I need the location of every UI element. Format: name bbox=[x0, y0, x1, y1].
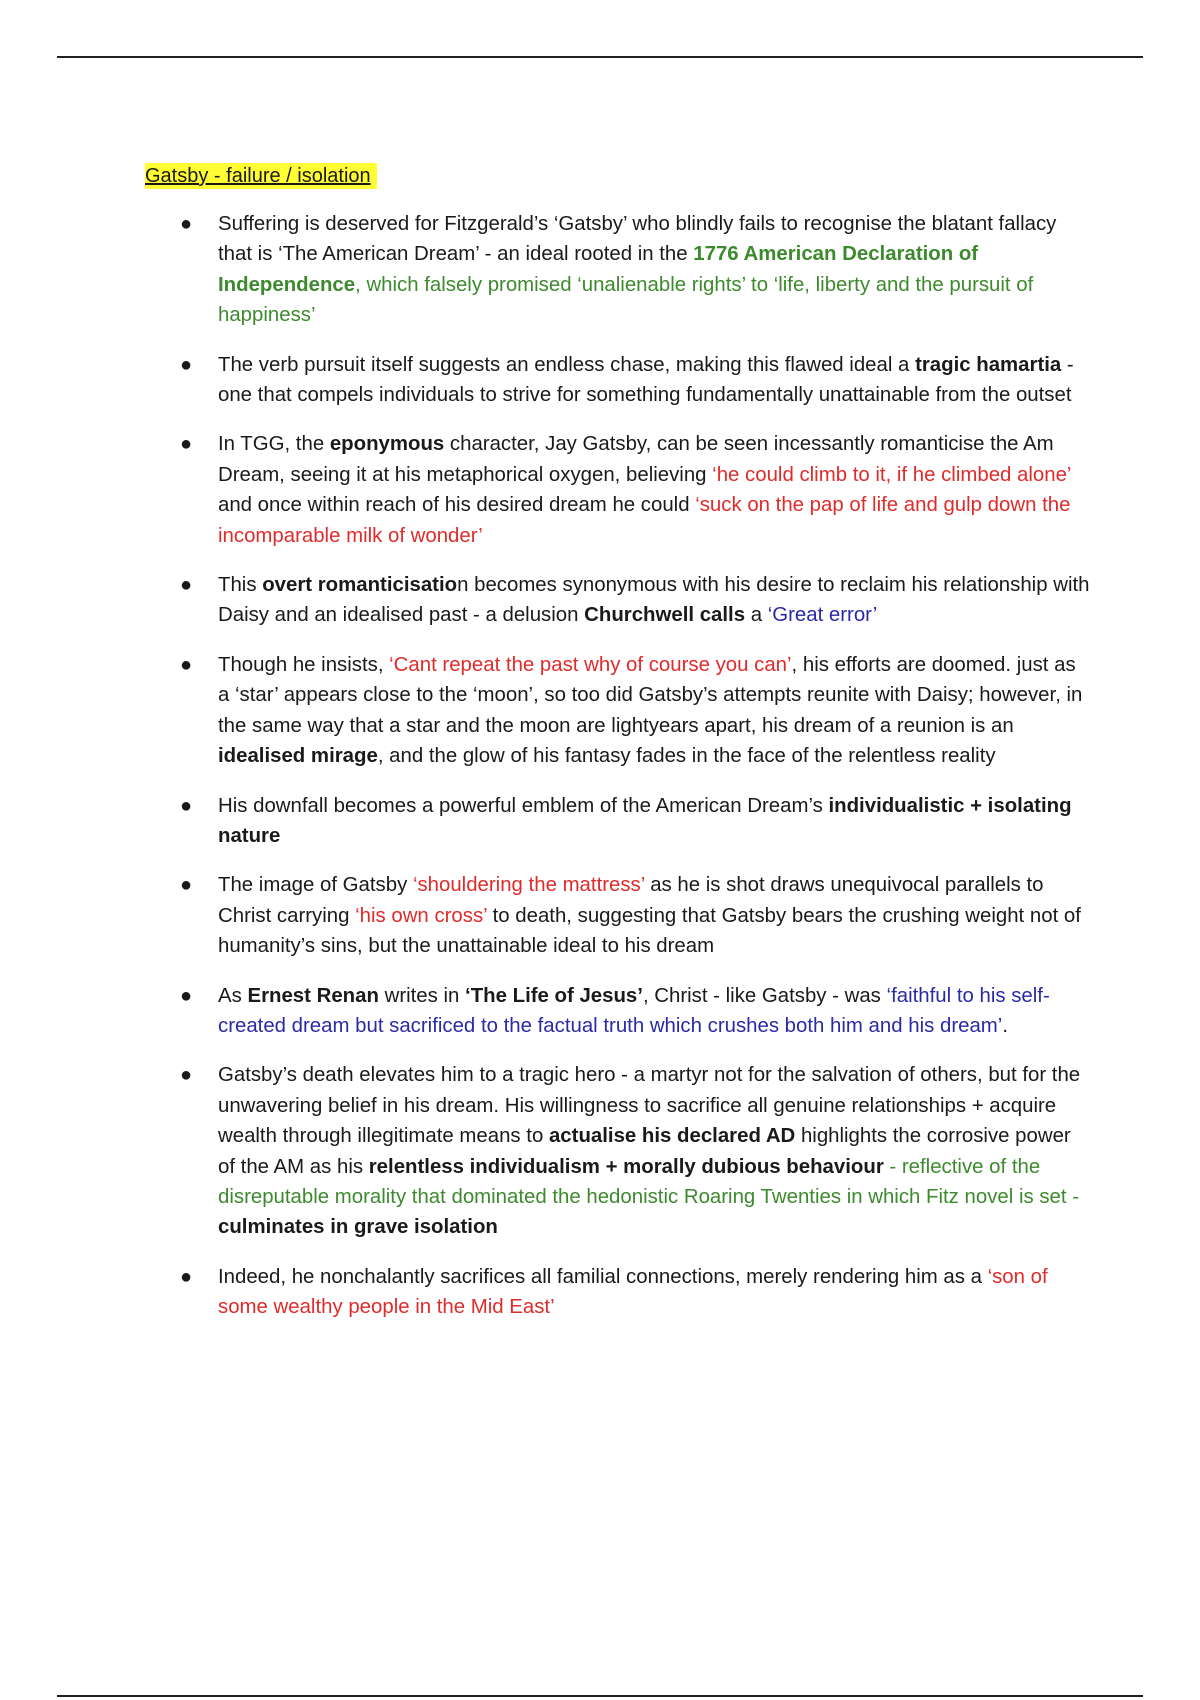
bullet-icon: ● bbox=[180, 653, 193, 676]
text-segment: - reflective of the disreputable morality that dominated the hedonistic Roaring Twenties in which Fitz novel is set - bbox=[218, 1155, 1079, 1208]
text-segment: Churchwell calls bbox=[584, 604, 746, 627]
text-segment: ‘Great error’ bbox=[767, 604, 878, 627]
text-segment: The image of Gatsby bbox=[218, 874, 413, 897]
text-segment: a bbox=[745, 604, 768, 627]
bullet-icon: ● bbox=[180, 1064, 193, 1087]
top-rule bbox=[57, 56, 1143, 58]
text-segment: The verb pursuit itself suggests an endless chase, making this flawed ideal a bbox=[218, 353, 916, 376]
text-segment: ‘faithful to his self-created dream but sacrificed to the factual truth which crushes both him and his dream’ bbox=[218, 984, 1050, 1037]
text-segment: , Christ - like Gatsby - was bbox=[642, 984, 887, 1007]
text-segment: As bbox=[218, 984, 248, 1007]
bullet-icon: ● bbox=[180, 794, 193, 817]
bullet-point bbox=[180, 350, 1090, 411]
text-segment: ‘The Life of Jesus’ bbox=[465, 984, 643, 1007]
bullet-point bbox=[180, 650, 1090, 772]
bullet-point bbox=[180, 1060, 1090, 1242]
text-segment: highlights the corrosive power of the AM as his bbox=[218, 1125, 1071, 1178]
text-segment: ‘he could climb to it, if he climbed alone’ bbox=[712, 463, 1071, 486]
bullet-point bbox=[180, 1262, 1090, 1323]
bullet-icon: ● bbox=[180, 213, 193, 235]
text-segment: as he is shot draws unequivocal parallels to Christ carrying bbox=[218, 874, 1044, 927]
text-segment: Though he insists, bbox=[218, 653, 390, 676]
bullet-point bbox=[180, 429, 1090, 551]
bullet-icon: ● bbox=[180, 433, 193, 456]
text-segment: character, Jay Gatsby, can be seen incessantly romanticise the Am Dream, seeing it at his metaphorical oxygen, believing bbox=[218, 433, 1054, 486]
text-segment: to death, suggesting that Gatsby bears the crushing weight not of humanity’s sins, but the unattainable ideal to his dream bbox=[218, 904, 1081, 958]
bullet-icon: ● bbox=[180, 353, 193, 376]
text-segment: His downfall becomes a powerful emblem of the American Dream’s bbox=[218, 794, 829, 817]
bullet-point bbox=[180, 870, 1090, 961]
notes-list bbox=[180, 209, 1090, 1342]
text-segment: n becomes synonymous with his desire to reclaim his relationship with Daisy and an idealised past - a delusion bbox=[218, 574, 1090, 627]
text-segment: This bbox=[218, 574, 263, 597]
text-segment: Suffering is deserved for Fitzgerald’s ‘Gatsby’ who blindly fails to recognise the blatant fallacy that is ‘The American Dream’ - an ideal rooted in the bbox=[218, 213, 1057, 266]
text-segment: ‘suck on the pap of life and gulp down the incomparable milk of wonder’ bbox=[218, 494, 1071, 547]
text-segment: relentless individualism + morally dubious behaviour bbox=[368, 1155, 884, 1178]
bullet-icon: ● bbox=[180, 874, 193, 897]
bullet-icon: ● bbox=[180, 574, 193, 597]
text-segment: ‘Cant repeat the past why of course you can’ bbox=[389, 653, 792, 676]
text-segment: idealised mirage bbox=[218, 745, 378, 768]
text-segment: ‘son of some wealthy people in the Mid East’ bbox=[218, 1265, 1048, 1319]
text-segment: Indeed, he nonchalantly sacrifices all familial connections, merely rendering him as a bbox=[218, 1265, 988, 1288]
text-segment: actualise his declared AD bbox=[548, 1125, 796, 1148]
text-segment: In TGG, the bbox=[218, 433, 330, 456]
text-segment: culminates in grave isolation bbox=[218, 1216, 498, 1239]
text-segment: overt romanticisatio bbox=[262, 574, 458, 597]
text-segment: tragic hamartia bbox=[915, 353, 1062, 376]
bullet-point bbox=[180, 791, 1090, 852]
text-segment: - one that compels individuals to strive for something fundamentally unattainable from the outset bbox=[218, 353, 1074, 407]
text-segment: Ernest Renan bbox=[247, 984, 379, 1007]
text-segment: writes in bbox=[378, 984, 466, 1007]
bullet-point bbox=[180, 981, 1090, 1042]
text-segment: eponymous bbox=[329, 433, 445, 456]
text-segment: Gatsby’s death elevates him to a tragic hero - a martyr not for the salvation of others, but for the unwavering belief in his dream. His willingness to sacrifice all genuine relationships + acquire wealth through illegitimate means to bbox=[218, 1064, 1081, 1148]
text-segment: individualistic + isolating nature bbox=[218, 794, 1072, 847]
page-title: Gatsby - failure / isolation bbox=[145, 163, 377, 189]
bullet-icon: ● bbox=[180, 984, 193, 1007]
text-segment: 1776 American Declaration of Independence bbox=[218, 243, 979, 296]
bullet-point bbox=[180, 570, 1090, 631]
bullet-point bbox=[180, 209, 1090, 331]
text-segment: , and the glow of his fantasy fades in the face of the relentless reality bbox=[377, 745, 996, 768]
text-segment: ‘his own cross’ bbox=[355, 904, 487, 927]
text-segment: and once within reach of his desired dream he could bbox=[218, 494, 696, 517]
text-segment: , which falsely promised ‘unalienable rights’ to ‘life, liberty and the pursuit of happiness’ bbox=[218, 273, 1034, 327]
text-segment: , his efforts are doomed. just as a ‘star’ appears close to the ‘moon’, so too did Gatsby’s attempts reunite with Daisy; however, in the same way that a star and the moon are lightyears apart, his dream of a reunion is an bbox=[218, 653, 1083, 737]
text-segment: . bbox=[1002, 1014, 1008, 1037]
text-segment: ‘shouldering the mattress’ bbox=[412, 874, 645, 897]
bullet-icon: ● bbox=[180, 1265, 193, 1288]
bottom-rule bbox=[57, 1695, 1143, 1697]
